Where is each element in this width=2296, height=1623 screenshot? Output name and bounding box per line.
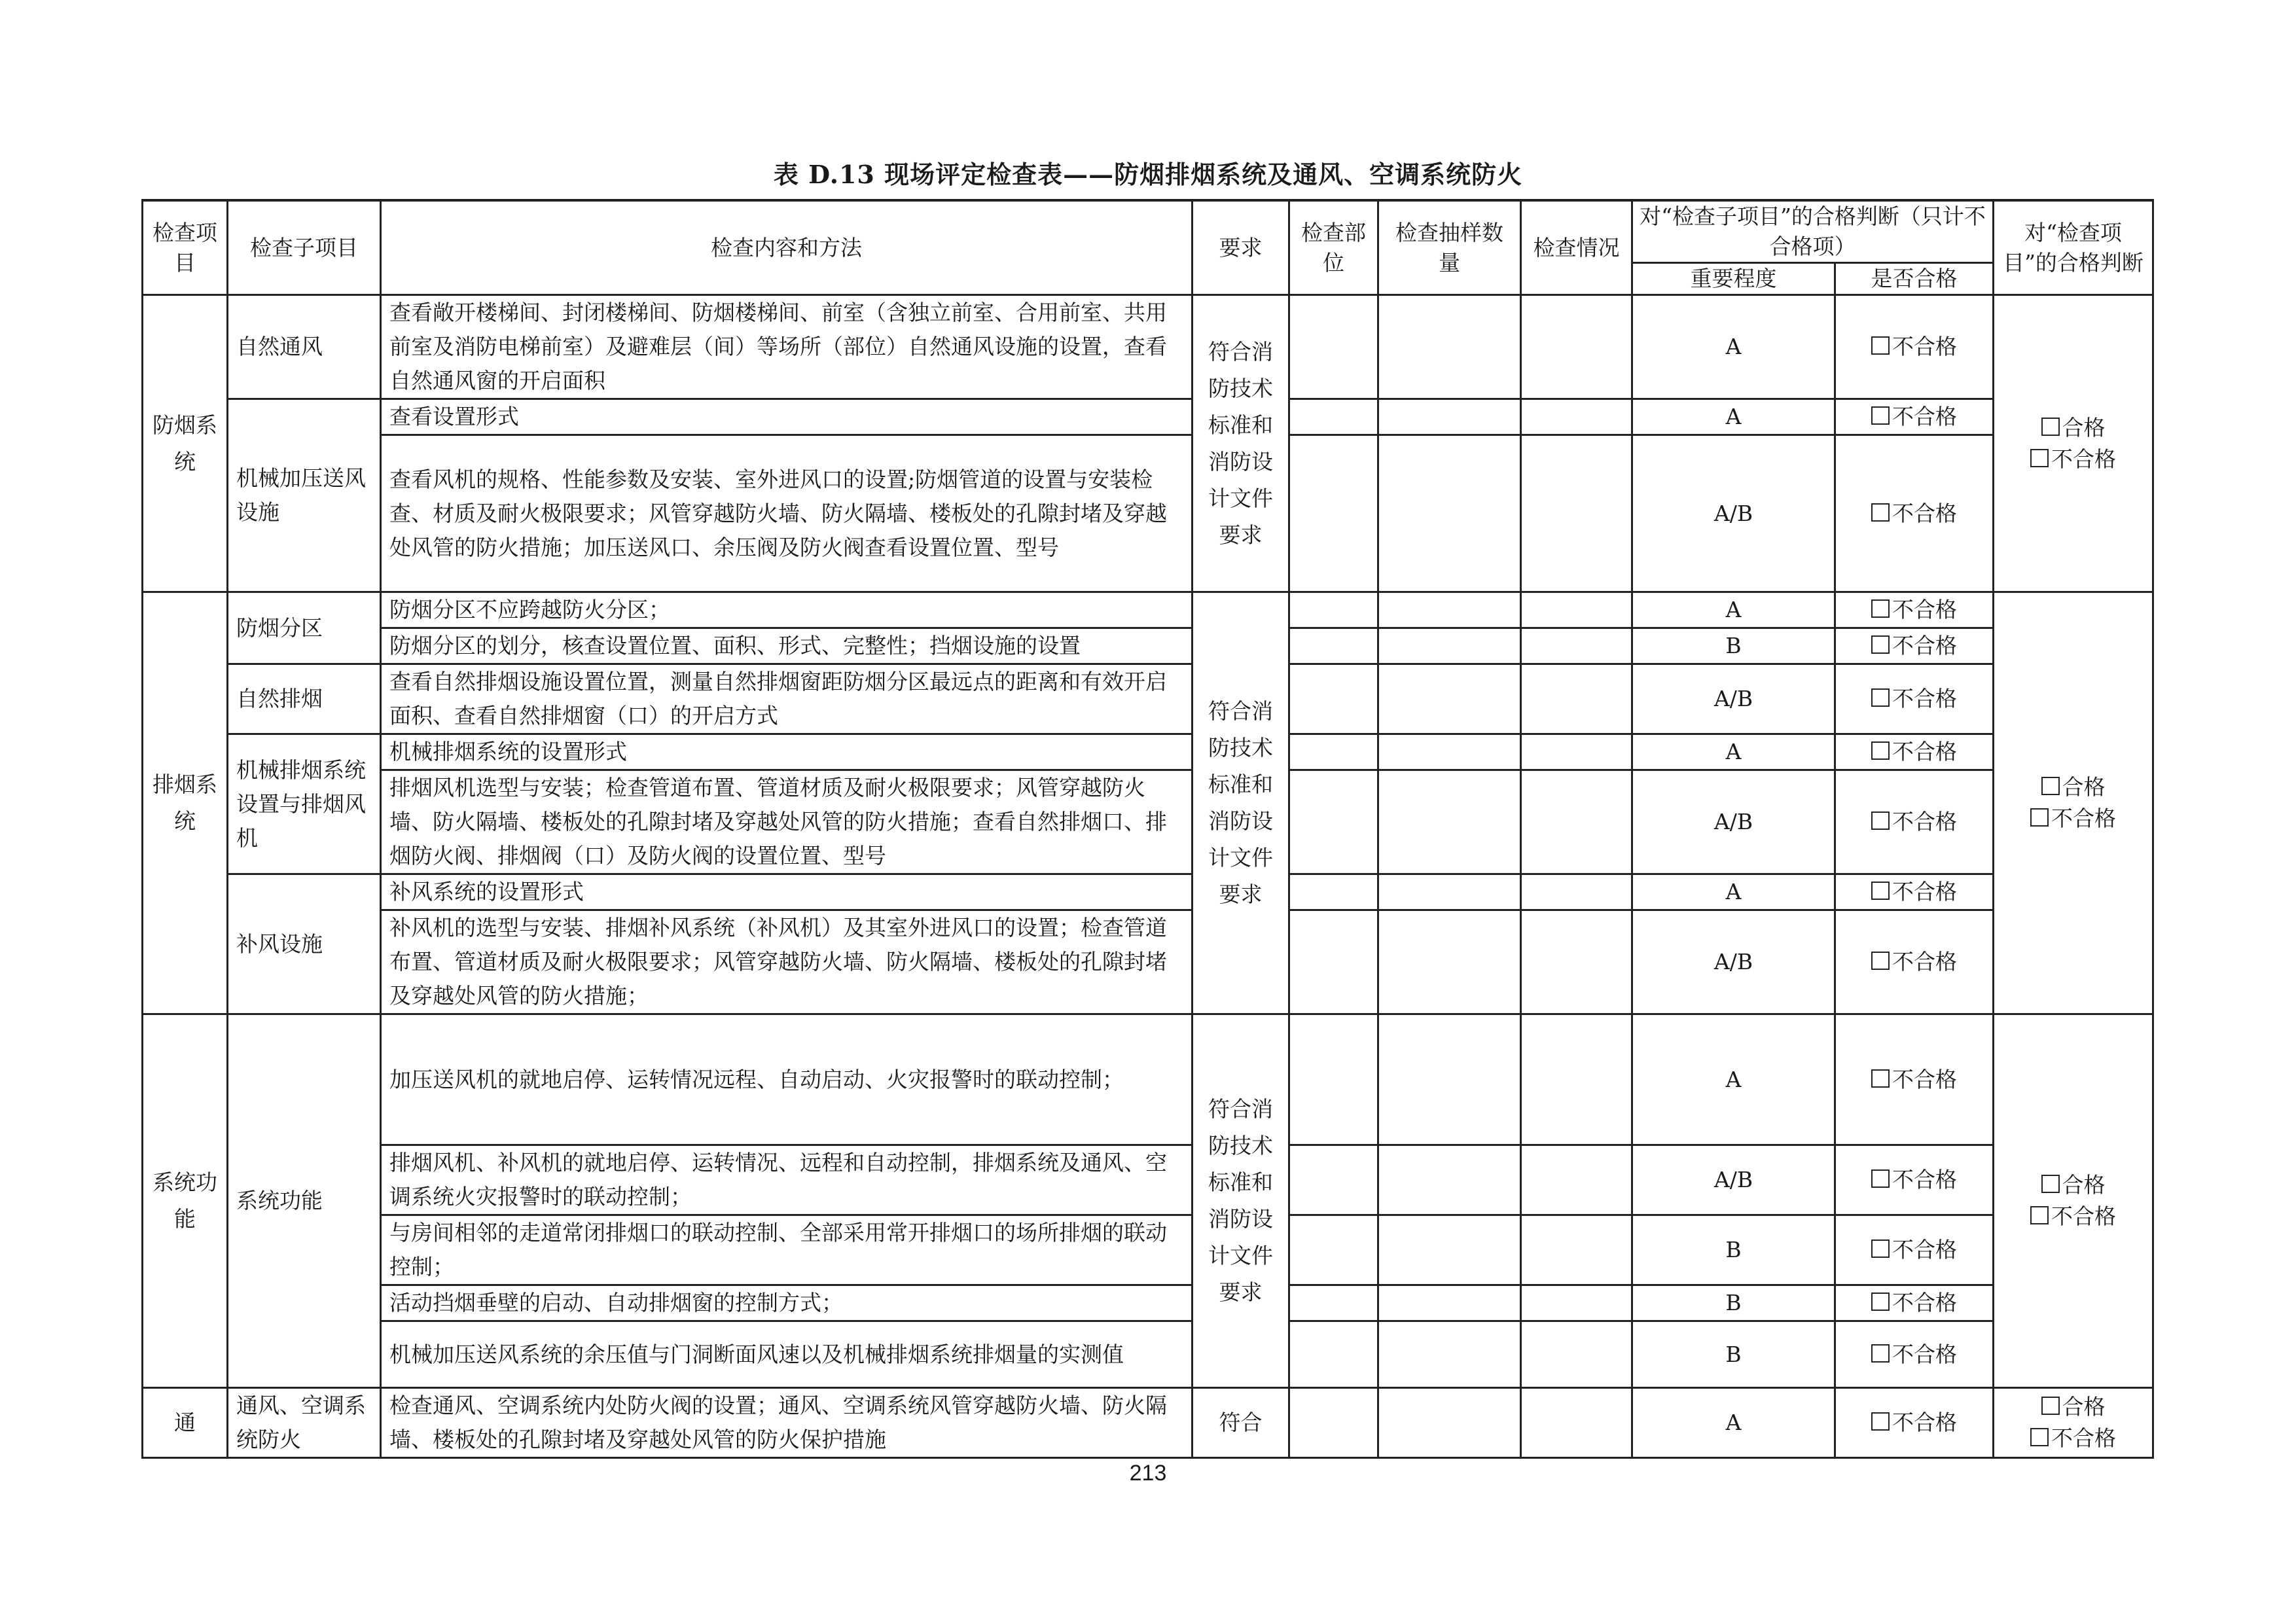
header-pass-fail: 是否合格 [1835,263,1994,295]
sample-qty-cell[interactable] [1378,910,1521,1014]
pass-option[interactable] [2001,772,2145,803]
content-cell [381,1321,1193,1388]
checkbox-not-pass[interactable] [2030,449,2049,467]
sample-qty-cell[interactable] [1378,1215,1521,1285]
pass-fail-cell [1835,1285,1994,1321]
situation-cell[interactable] [1521,874,1632,910]
importance-cell [1632,910,1835,1014]
situation-cell[interactable] [1521,664,1632,734]
subitem-cell [228,399,381,592]
location-cell[interactable] [1289,399,1378,435]
table-row [143,1321,2153,1388]
content-cell [381,628,1193,664]
not-pass-label: 不合格 [1892,500,1957,526]
location-cell[interactable] [1289,628,1378,664]
checkbox-not-pass[interactable] [1871,1069,1890,1088]
checkbox-not-pass[interactable] [1871,882,1890,900]
pass-fail-cell [1835,592,1994,628]
pass-fail-cell [1835,770,1994,874]
sample-qty-cell[interactable] [1378,1388,1521,1458]
content-cell [381,734,1193,770]
pass-option[interactable] [2001,412,2145,444]
sample-qty-cell[interactable] [1378,734,1521,770]
content-text: 查看自然排烟设施设置位置，测量自然排烟窗距防烟分区最远点的距离和有效开启面积、查看自然排烟窗（口）的开启方式 [389,669,1167,728]
subitem-cell [228,1388,381,1458]
content-cell [381,1285,1193,1321]
requirement-cell [1193,295,1289,592]
pass-fail-cell [1835,1014,1994,1145]
location-cell[interactable] [1289,1285,1378,1321]
situation-cell[interactable] [1521,770,1632,874]
situation-cell[interactable] [1521,1388,1632,1458]
requirement-text: 符合 [1219,1410,1263,1435]
check-item-label: 排烟系统 [152,772,217,834]
importance-cell [1632,399,1835,435]
not-pass-label: 不合格 [1892,809,1957,834]
importance-value: A [1725,597,1742,622]
importance-cell [1632,592,1835,628]
location-cell[interactable] [1289,664,1378,734]
sample-qty-cell[interactable] [1378,1145,1521,1215]
situation-cell[interactable] [1521,910,1632,1014]
content-text: 防烟分区的划分，核查设置位置、面积、形式、完整性；挡烟设施的设置 [389,633,1081,658]
pass-option[interactable] [2001,1391,2145,1423]
not-pass-label: 不合格 [1892,686,1957,711]
not-pass-label: 不合格 [1892,1167,1957,1192]
subitem-cell [228,734,381,874]
check-item-cell [143,1388,228,1458]
not-pass-label: 不合格 [1892,1290,1957,1315]
content-text: 防烟分区不应跨越防火分区； [389,597,670,622]
checkbox-not-pass[interactable] [1871,1169,1890,1188]
importance-value: A [1725,1066,1742,1092]
sample-qty-cell[interactable] [1378,435,1521,592]
not-pass-label: 不合格 [1892,597,1957,622]
sample-qty-cell[interactable] [1378,770,1521,874]
content-text: 补风系统的设置形式 [389,879,584,904]
header-location: 检查部位 [1289,200,1378,295]
checkbox-not-pass[interactable] [1871,599,1890,618]
checkbox-not-pass[interactable] [1871,406,1890,425]
content-cell [381,770,1193,874]
location-cell[interactable] [1289,1388,1378,1458]
table-row [143,592,2153,628]
item-judgment-cell [1994,295,2153,592]
page-number: 213 [1129,1461,1167,1486]
checkbox-not-pass[interactable] [1871,1412,1890,1431]
header-importance: 重要程度 [1632,263,1835,295]
table-row [143,399,2153,435]
importance-cell [1632,435,1835,592]
header-item-judgment: 对“检查项目”的合格判断 [1994,200,2153,295]
not-pass-label: 不合格 [2051,1425,2116,1451]
importance-cell [1632,1215,1835,1285]
subitem-cell [228,874,381,1014]
pass-fail-cell [1835,734,1994,770]
pass-label: 合格 [2062,774,2106,800]
importance-value: A/B [1713,949,1753,974]
table-row [143,734,2153,770]
situation-cell[interactable] [1521,1285,1632,1321]
checkbox-not-pass[interactable] [1871,952,1890,970]
content-text: 检查通风、空调系统内处防火阀的设置；通风、空调系统风管穿越防火墙、防火隔墙、楼板处的孔隙封堵及穿越处风管的防火保护措施 [389,1393,1167,1452]
content-cell [381,295,1193,399]
table-row [143,1215,2153,1285]
subitem-label: 防烟分区 [236,615,323,641]
table-row [143,1285,2153,1321]
content-cell [381,874,1193,910]
content-cell [381,1145,1193,1215]
requirement-text: 符合消防技术标准和消防设计文件要求 [1208,338,1273,548]
check-item-label: 系统功能 [152,1169,217,1232]
checkbox-pass[interactable] [2041,1397,2060,1415]
pass-label: 合格 [2062,414,2106,440]
location-cell[interactable] [1289,874,1378,910]
location-cell[interactable] [1289,592,1378,628]
check-item-cell [143,1014,228,1388]
situation-cell[interactable] [1521,1145,1632,1215]
importance-value: B [1725,1290,1742,1315]
sample-qty-cell[interactable] [1378,874,1521,910]
table-row [143,664,2153,734]
pass-label: 合格 [2062,1172,2106,1198]
table-row [143,910,2153,1014]
item-judgment-cell [1994,592,2153,1014]
checkbox-not-pass[interactable] [1871,1240,1890,1258]
subitem-label: 通风、空调系统防火 [236,1393,366,1452]
importance-value: B [1725,1341,1742,1367]
checkbox-not-pass[interactable] [1871,1293,1890,1311]
not-pass-label: 不合格 [1892,879,1957,904]
situation-cell[interactable] [1521,592,1632,628]
situation-cell[interactable] [1521,1014,1632,1145]
table-row [143,628,2153,664]
header-situation: 检查情况 [1521,200,1632,295]
item-judgment-cell [1994,1388,2153,1458]
item-judgment-cell [1994,1014,2153,1388]
subitem-label: 自然排烟 [236,686,323,711]
situation-cell[interactable] [1521,628,1632,664]
importance-cell [1632,874,1835,910]
importance-cell [1632,1388,1835,1458]
situation-cell[interactable] [1521,295,1632,399]
importance-value: A [1725,1410,1742,1435]
content-text: 加压送风机的就地启停、运转情况远程、自动启动、火灾报警时的联动控制； [389,1066,1124,1092]
pass-fail-cell [1835,1215,1994,1285]
importance-cell [1632,770,1835,874]
header-item: 检查项目 [143,200,228,295]
situation-cell[interactable] [1521,734,1632,770]
requirement-cell [1193,1388,1289,1458]
content-text: 机械排烟系统的设置形式 [389,739,627,764]
importance-value: A/B [1713,500,1753,526]
location-cell[interactable] [1289,770,1378,874]
importance-value: A [1725,404,1742,429]
content-cell [381,1388,1193,1458]
situation-cell[interactable] [1521,399,1632,435]
table-row [143,874,2153,910]
pass-fail-cell [1835,435,1994,592]
subitem-label: 补风设施 [236,931,323,957]
importance-cell [1632,295,1835,399]
table-row [143,1014,2153,1145]
location-cell[interactable] [1289,1321,1378,1388]
page-title: 表 D.13 现场评定检查表——防烟排烟系统及通风、空调系统防火 [773,160,1523,189]
location-cell[interactable] [1289,1014,1378,1145]
requirement-text: 符合消防技术标准和消防设计文件要求 [1208,698,1273,907]
sample-qty-cell[interactable] [1378,1014,1521,1145]
checkbox-not-pass[interactable] [1871,812,1890,830]
not-pass-label: 不合格 [1892,739,1957,764]
content-text: 活动挡烟垂壁的启动、自动排烟窗的控制方式； [389,1290,843,1315]
not-pass-option[interactable] [2001,803,2145,834]
table-body [143,295,2153,1458]
table-row [143,1388,2153,1458]
pass-fail-cell [1835,628,1994,664]
table-row [143,1145,2153,1215]
sample-qty-cell[interactable] [1378,592,1521,628]
requirement-cell [1193,592,1289,1014]
subitem-cell [228,1014,381,1388]
checkbox-not-pass[interactable] [1871,635,1890,654]
not-pass-label: 不合格 [1892,404,1957,429]
subitem-label: 机械加压送风设施 [236,465,366,525]
checkbox-not-pass[interactable] [2030,1206,2049,1224]
header-sample-qty: 检查抽样数量 [1378,200,1521,295]
check-item-label: 防烟系统 [152,412,217,474]
sample-qty-cell[interactable] [1378,295,1521,399]
pass-fail-cell [1835,874,1994,910]
importance-cell [1632,1145,1835,1215]
content-text: 排烟风机选型与安装；检查管道布置、管道材质及耐火极限要求；风管穿越防火墙、防火隔墙、楼板处的孔隙封堵及穿越处风管的防火措施；查看自然排烟口、排烟防火阀、排烟阀（口）及防火阀的设置位置、型号 [389,775,1167,868]
sample-qty-cell[interactable] [1378,1321,1521,1388]
content-text: 补风机的选型与安装、排烟补风系统（补风机）及其室外进风口的设置；检查管道布置、管道材质及耐火极限要求；风管穿越防火墙、防火隔墙、楼板处的孔隙封堵及穿越处风管的防火措施； [389,915,1167,1008]
pass-fail-cell [1835,1388,1994,1458]
location-cell[interactable] [1289,1145,1378,1215]
content-text: 机械加压送风系统的余压值与门洞断面风速以及机械排烟系统排烟量的实测值 [389,1341,1124,1367]
not-pass-label: 不合格 [1892,334,1957,359]
content-cell [381,664,1193,734]
importance-value: B [1725,633,1742,658]
checkbox-not-pass[interactable] [1871,503,1890,522]
subitem-label: 自然通风 [236,334,323,359]
importance-value: A [1725,334,1742,359]
checkbox-not-pass[interactable] [1871,741,1890,760]
content-text: 查看敞开楼梯间、封闭楼梯间、防烟楼梯间、前室（含独立前室、合用前室、共用前室及消防电梯前室）及避难层（间）等场所（部位）自然通风设施的设置，查看自然通风窗的开启面积 [389,300,1167,393]
requirement-text: 符合消防技术标准和消防设计文件要求 [1208,1096,1273,1305]
pass-fail-cell [1835,1145,1994,1215]
not-pass-option[interactable] [2001,444,2145,475]
table-row [143,295,2153,399]
checkbox-not-pass[interactable] [2030,1428,2049,1446]
requirement-cell [1193,1014,1289,1388]
content-text: 与房间相邻的走道常闭排烟口的联动控制、全部采用常开排烟口的场所排烟的联动控制； [389,1220,1167,1279]
not-pass-label: 不合格 [2051,1204,2116,1229]
content-text: 查看风机的规格、性能参数及安装、室外进风口的设置;防烟管道的设置与安装检查、材质及耐火极限要求；风管穿越防火墙、防火隔墙、楼板处的孔隙封堵及穿越处风管的防火措施；加压送风口、余压阀及防火阀查看设置位置、型号 [389,466,1167,560]
importance-value: A/B [1713,686,1753,711]
content-cell [381,910,1193,1014]
importance-value: B [1725,1237,1742,1262]
subitem-label: 系统功能 [236,1188,323,1213]
content-text: 排烟风机、补风机的就地启停、运转情况、远程和自动控制，排烟系统及通风、空调系统火灾报警时的联动控制； [389,1150,1167,1209]
not-pass-option[interactable] [2001,1423,2145,1454]
content-cell [381,435,1193,592]
importance-cell [1632,1285,1835,1321]
header-sub-judgment: 对“检查子项目”的合格判断（只计不合格项） [1632,200,1994,263]
not-pass-label: 不合格 [1892,1066,1957,1092]
pass-fail-cell [1835,295,1994,399]
importance-cell [1632,1321,1835,1388]
header-content: 检查内容和方法 [381,200,1193,295]
subitem-cell [228,295,381,399]
not-pass-label: 不合格 [1892,1410,1957,1435]
importance-cell [1632,734,1835,770]
checkbox-pass[interactable] [2041,777,2060,795]
location-cell[interactable] [1289,435,1378,592]
not-pass-label: 不合格 [1892,1237,1957,1262]
not-pass-label: 不合格 [2051,806,2116,831]
table-row [143,770,2153,874]
not-pass-label: 不合格 [1892,1341,1957,1367]
content-cell [381,1014,1193,1145]
location-cell[interactable] [1289,1215,1378,1285]
sample-qty-cell[interactable] [1378,399,1521,435]
checkbox-not-pass[interactable] [1871,688,1890,707]
inspection-table [141,199,2154,1459]
location-cell[interactable] [1289,295,1378,399]
importance-value: A [1725,739,1742,764]
importance-cell [1632,664,1835,734]
pass-label: 合格 [2062,1394,2106,1419]
header-subitem: 检查子项目 [228,200,381,295]
sample-qty-cell[interactable] [1378,664,1521,734]
not-pass-label: 不合格 [1892,949,1957,974]
checkbox-pass[interactable] [2041,418,2060,436]
checkbox-pass[interactable] [2041,1175,2060,1193]
check-item-label: 通 [174,1410,196,1435]
table-row [143,435,2153,592]
header-requirement: 要求 [1193,200,1289,295]
subitem-cell [228,664,381,734]
location-cell[interactable] [1289,734,1378,770]
location-cell[interactable] [1289,910,1378,1014]
importance-value: A/B [1713,809,1753,834]
situation-cell[interactable] [1521,1321,1632,1388]
pass-fail-cell [1835,910,1994,1014]
check-item-cell [143,295,228,592]
checkbox-not-pass[interactable] [2030,808,2049,827]
situation-cell[interactable] [1521,435,1632,592]
pass-fail-cell [1835,399,1994,435]
checkbox-not-pass[interactable] [1871,1344,1890,1363]
content-cell [381,399,1193,435]
importance-value: A [1725,879,1742,904]
importance-value: A/B [1713,1167,1753,1192]
checkbox-not-pass[interactable] [1871,336,1890,355]
situation-cell[interactable] [1521,1215,1632,1285]
pass-option[interactable] [2001,1169,2145,1201]
sample-qty-cell[interactable] [1378,628,1521,664]
not-pass-label: 不合格 [1892,633,1957,658]
pass-fail-cell [1835,664,1994,734]
subitem-cell [228,592,381,664]
not-pass-label: 不合格 [2051,446,2116,472]
check-item-cell [143,592,228,1014]
subitem-label: 机械排烟系统设置与排烟风机 [236,757,366,851]
sample-qty-cell[interactable] [1378,1285,1521,1321]
pass-fail-cell [1835,1321,1994,1388]
content-cell [381,1215,1193,1285]
content-text: 查看设置形式 [389,404,519,429]
content-cell [381,592,1193,628]
importance-cell [1632,628,1835,664]
not-pass-option[interactable] [2001,1201,2145,1232]
importance-cell [1632,1014,1835,1145]
